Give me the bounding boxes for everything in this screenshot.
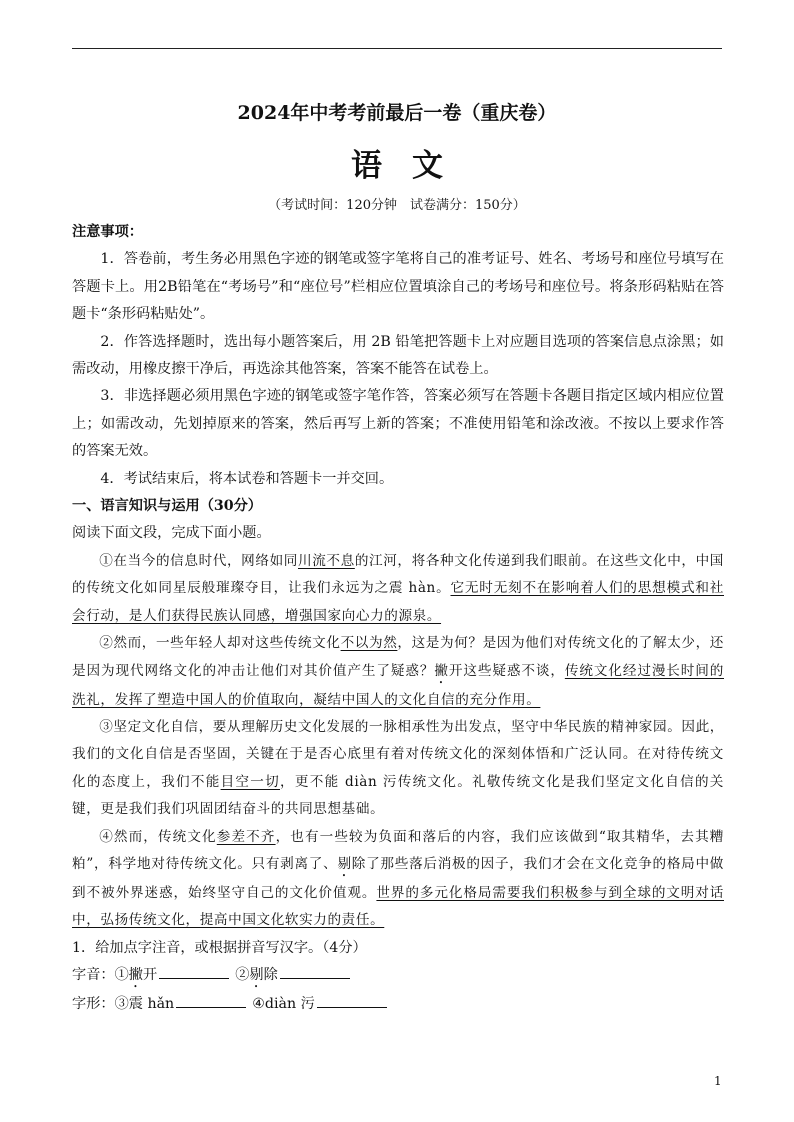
section-instruction: 阅读下面文段，完成下面小题。	[72, 525, 271, 542]
exam-title: 2024年中考考前最后一卷（重庆卷）	[237, 102, 557, 124]
subject-title: 语文	[351, 148, 473, 184]
header-rule	[72, 48, 722, 49]
underlined-idiom: 参差不齐	[216, 828, 276, 845]
section-heading: 一、语言知识与运用（30分）	[72, 498, 262, 515]
underlined-idiom: 不以为然	[340, 635, 398, 652]
underlined-sentence: 世界的多元化格局需要我们积极参与到全球的文明对话中，弘扬传统文化，提高中国文化软实力的责任。	[72, 884, 724, 929]
answer-blank[interactable]	[159, 964, 229, 979]
note-item: 4．考试结束后，将本试卷和答题卡一并交回。	[100, 470, 394, 487]
notes-heading: 注意事项：	[72, 224, 143, 240]
dotted-character: 剔	[337, 855, 352, 872]
note-item: 3．非选择题必须用黑色字迹的钢笔或签字笔作答，答案必须写在答题卡各题目指定区域内相应位置上；如需改动，先划掉原来的答案，然后再写上新的答案；不准使用铅笔和涂改液。不按以上要求作答的答案无效。	[72, 388, 724, 460]
dotted-character: 撇	[128, 967, 143, 984]
answer-blank[interactable]	[280, 964, 350, 979]
underlined-idiom: 目空一切	[220, 773, 281, 790]
note-item: 1．答卷前，考生务必用黑色字迹的钢笔或签字笔将自己的准考证号、姓名、考场号和座位号填写在答题卡上。用2B铅笔在“考场号”和“座位号”栏相应位置填涂自己的考场号和座位号。将条形码粘贴在答题卡“条形码粘贴处”。	[72, 251, 724, 323]
passage-paragraph-4: ④然而，传统文化参差不齐，也有一些较为负面和落后的内容，我们应该做到“取其精华，去其糟粕”，科学地对待传统文化。只有剥离了、剔除了那些落后消极的因子，我们才会在文化竞争的格局中做到不被外界迷惑，始终坚守自己的文化价值观。世界的多元化格局需要我们积极参与到全球的文明对话中，弘扬传统文化，提高中国文化软实力的责任。	[72, 828, 724, 929]
note-item: 2．作答选择题时，选出每小题答案后，用 2B 铅笔把答题卡上对应题目选项的答案信息点涂黑；如需改动，用橡皮擦干净后，再选涂其他答案，答案不能答在试卷上。	[72, 333, 724, 378]
underlined-sentence: 它无时无刻不在影响着人们的思想模式和社会行动，是人们获得民族认同感，增强国家向心力的源泉。	[72, 580, 724, 624]
question-1-stem: 1．给加点字注音，或根据拼音写汉字。（4分）	[72, 939, 367, 956]
answer-blank[interactable]	[176, 993, 246, 1008]
passage-paragraph-1: ①在当今的信息时代，网络如同川流不息的江河，将各种文化传递到我们眼前。在这些文化中，中国的传统文化如同星辰般璀璨夺目，让我们永远为之震 hàn。它无时无刻不在影响着人们的思想模式和社会行动，是人们获得民族认同感，增强国家向心力的源泉。	[72, 552, 725, 624]
passage-paragraph-3: ③坚定文化自信，要从理解历史文化发展的一脉相承性为出发点，坚守中华民族的精神家园。因此，我们的文化自信是否坚固，关键在于是否心底里有着对传统文化的深刻体悟和广泛认同。在对待传统文化的态度上，我们不能目空一切，更不能 diàn 污传统文化。礼敬传统文化是我们坚定文化自信的关键，更是我们我们巩固团结奋斗的共同思想基础。	[72, 718, 724, 818]
passage-paragraph-2: ②然而，一些年轻人却对这些传统文化不以为然，这是为何？是因为他们对传统文化的了解太少，还是因为现代网络文化的冲击让他们对其价值产生了疑惑？撇开这些疑惑不谈，传统文化经过漫长时间的洗礼，发挥了塑造中国人的价值取向，凝结中国人的文化自信的充分作用。	[72, 635, 724, 708]
dotted-character: 剔	[249, 967, 264, 984]
question-1-row-pronunciation: 字音：①撇开 ②剔除	[72, 962, 724, 991]
question-1-row-characters: 字形：③震 hǎn ④diàn 污	[72, 991, 724, 1018]
underlined-idiom: 川流不息	[298, 552, 355, 569]
answer-blank[interactable]	[317, 993, 387, 1008]
page-number: 1	[714, 1074, 722, 1088]
exam-body	[72, 219, 724, 1019]
dotted-character: 撇	[434, 662, 449, 679]
underlined-sentence: 传统文化经过漫长时间的洗礼，发挥了塑造中国人的价值取向，凝结中国人的文化自信的充分作用。	[72, 662, 724, 708]
exam-info: （考试时间：120分钟 试卷满分：150分）	[268, 198, 526, 213]
